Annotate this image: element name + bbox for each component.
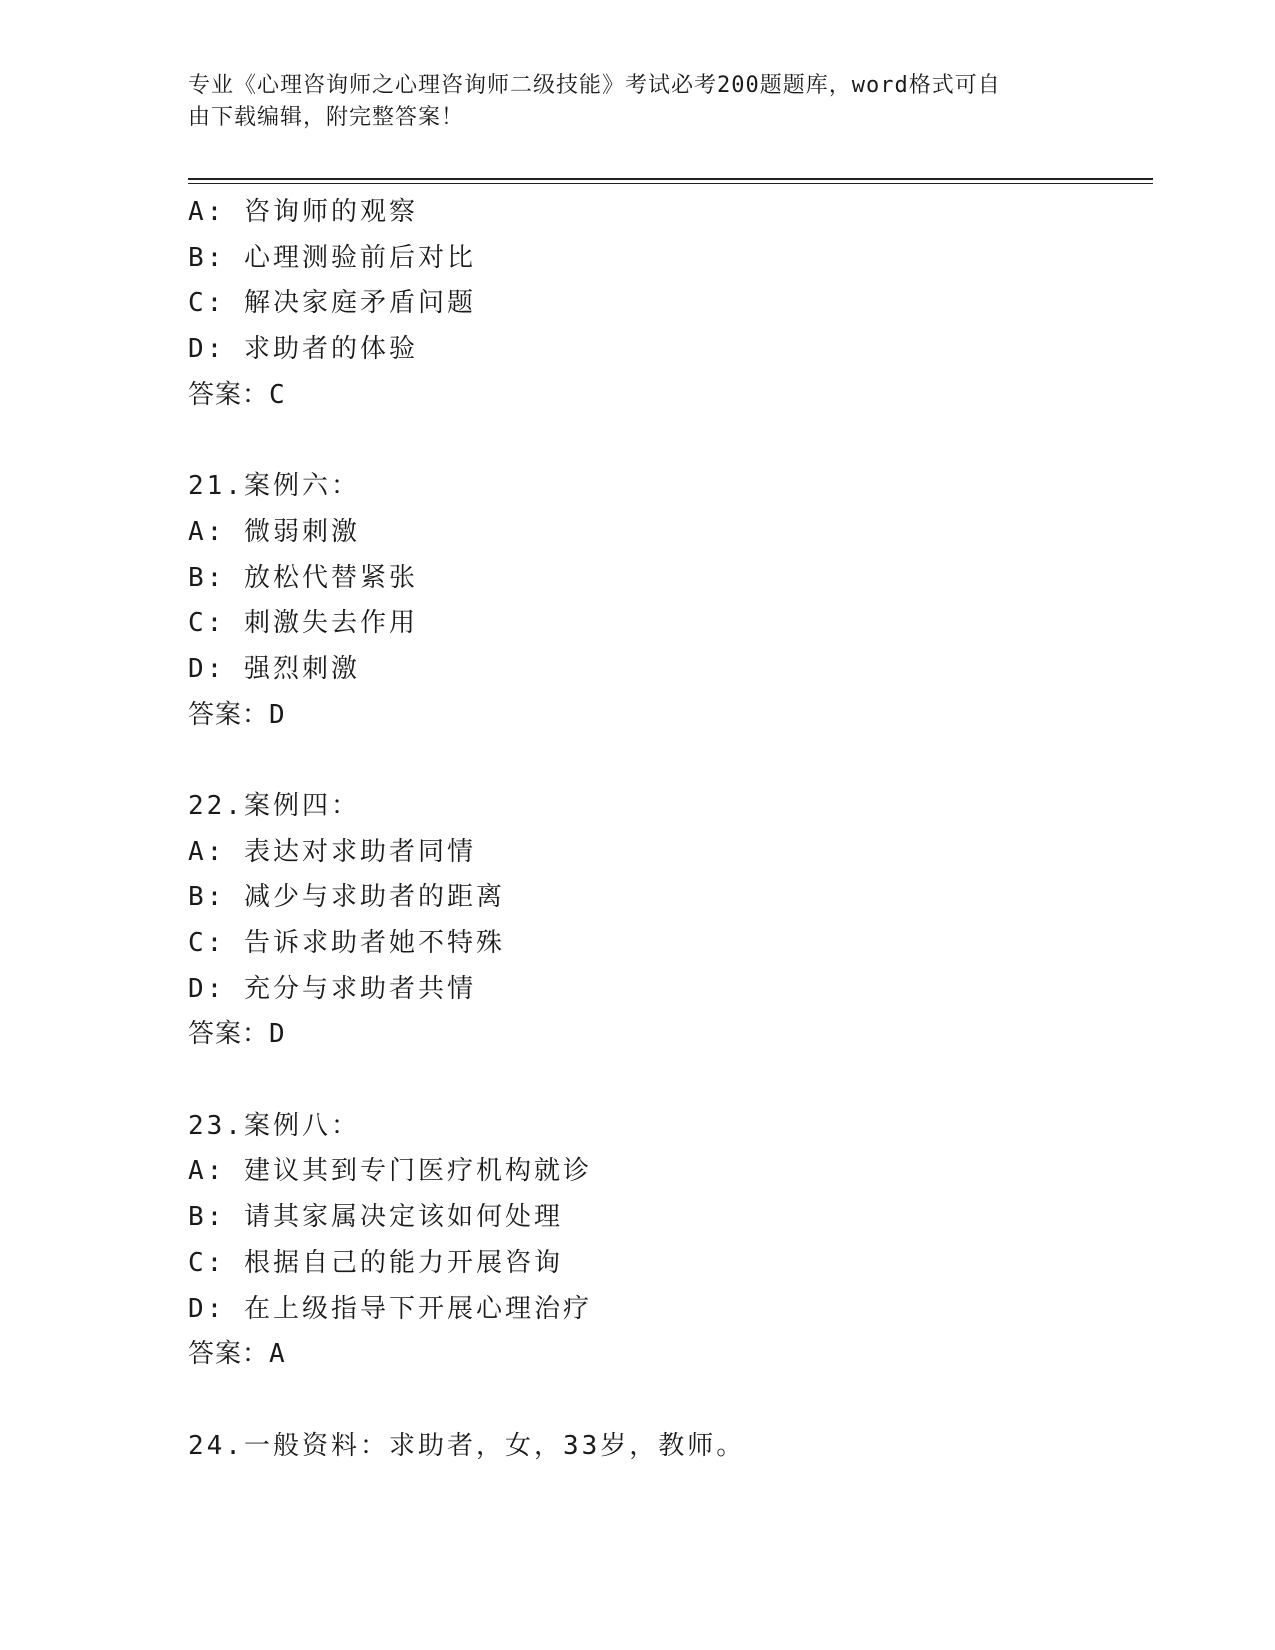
question-list	[188, 190, 1148, 1469]
answer-line: 答案：D	[188, 699, 286, 730]
option-d: D: 强烈刺激	[188, 653, 360, 684]
option-c: C: 刺激失去作用	[188, 608, 418, 639]
option-a: A: 表达对求助者同情	[188, 836, 476, 867]
header-divider-thin	[188, 183, 1153, 184]
question-block	[188, 1104, 1148, 1378]
header-line-2: 由下载编辑，附完整答案！	[188, 105, 465, 130]
option-a: A: 咨询师的观察	[188, 197, 418, 227]
header-line-1: 专业《心理咨询师之心理咨询师二级技能》考试必考200题题库，word格式可自	[188, 73, 1001, 98]
header-divider-thick	[188, 178, 1153, 180]
block-spacer	[188, 1058, 1148, 1104]
answer-line: 答案：D	[188, 1019, 286, 1050]
option-a: A: 建议其到专门医疗机构就诊	[188, 1156, 592, 1187]
option-b: B: 请其家属决定该如何处理	[188, 1202, 563, 1233]
option-c: C: 根据自己的能力开展咨询	[188, 1247, 563, 1278]
question-title: 21.案例六：	[188, 471, 360, 502]
block-spacer	[188, 418, 1148, 464]
question-block	[188, 464, 1148, 738]
question-block	[188, 190, 1148, 418]
option-d: D: 充分与求助者共情	[188, 973, 476, 1004]
document-header	[188, 70, 1068, 134]
option-b: B: 心理测验前后对比	[188, 242, 476, 273]
option-c: C: 告诉求助者她不特殊	[188, 928, 505, 958]
answer-line: 答案：A	[188, 1339, 286, 1370]
question-title: 24.一般资料：求助者，女，33岁，教师。	[188, 1430, 746, 1461]
block-spacer	[188, 738, 1148, 784]
block-spacer	[188, 1378, 1148, 1424]
option-d: D: 求助者的体验	[188, 334, 418, 365]
answer-line: 答案：C	[188, 379, 286, 410]
option-b: B: 放松代替紧张	[188, 562, 418, 593]
question-title: 23.案例八：	[188, 1110, 360, 1141]
question-title: 22.案例四：	[188, 790, 360, 821]
option-d: D: 在上级指导下开展心理治疗	[188, 1293, 592, 1324]
option-a: A: 微弱刺激	[188, 516, 360, 547]
option-c: C: 解决家庭矛盾问题	[188, 288, 476, 319]
question-block	[188, 784, 1148, 1058]
option-b: B: 减少与求助者的距离	[188, 882, 505, 913]
